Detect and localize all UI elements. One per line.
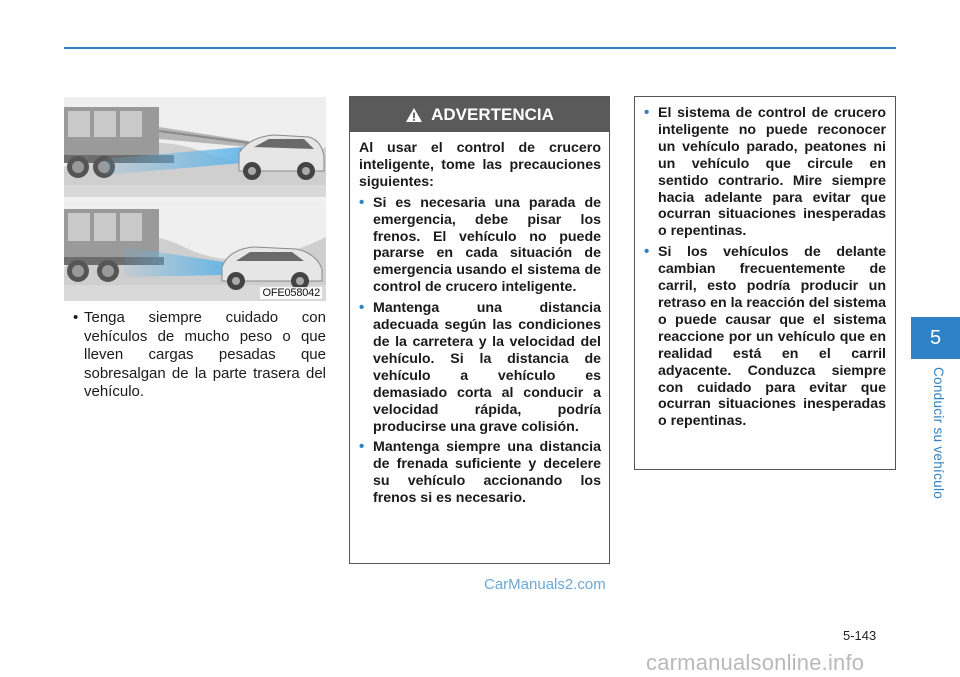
warning-body — [350, 132, 609, 507]
warning-box — [349, 96, 610, 564]
list-item — [64, 309, 326, 402]
bullet-text: Tenga siempre cuidado con vehículos de mucho peso o que lleven cargas pesadas que sobresalgan de la parte trasera del vehículo. — [84, 309, 326, 400]
bullet-symbol: • — [359, 438, 365, 456]
warning-list — [359, 195, 601, 507]
bullet-text: Si los vehículos de delante cambian frecuentemente de carril, esto podría producir un retraso en la reacción del sistema o puede causar que el sistema reaccione por un vehículo que en realidad está en el carril adyacente. Conduzca siempre con cuidado para evitar que ocurran situaciones inesperadas o repentinas. — [658, 244, 886, 430]
bullet-text: El sistema de control de crucero inteligente no puede reconocer un vehículo parado, peatones ni un vehículo que circule en sentido contrario. Mire siempre hacia adelante para evitar que ocurran situaciones inesperadas o repentinas. — [658, 105, 886, 240]
chapter-number-tab: 5 — [911, 317, 960, 359]
warning-title: ADVERTENCIA — [431, 104, 554, 124]
bullet-text: Si es necesaria una parada de emergencia, debe pisar los frenos. El vehículo no puede pararse en cada situación de emergencia usando el sistema de control de crucero inteligente. — [373, 194, 601, 296]
chapter-title: Conducir su vehículo — [931, 367, 946, 500]
figure-code: OFE058042 — [262, 287, 320, 299]
list-item — [359, 439, 601, 507]
watermark-bottom: carmanualsonline.info — [646, 650, 865, 675]
warning-header — [350, 97, 609, 132]
watermark-top: CarManuals2.com — [484, 576, 606, 593]
warning-triangle-icon — [405, 107, 423, 123]
bullet-symbol: • — [644, 104, 650, 121]
list-item — [359, 195, 601, 296]
caution-list — [644, 105, 886, 430]
bullet-text: Mantenga siempre una distancia de frenada suficiente y decelere su vehículo accionando los frenos si es necesario. — [373, 439, 601, 507]
list-item — [644, 244, 886, 430]
header-rule — [64, 47, 896, 49]
page-number: 5-143 — [843, 628, 877, 643]
bullet-symbol: • — [359, 193, 365, 211]
bullet-text: Mantenga una distancia adecuada según las condiciones de la carretera y la velocidad del vehículo. Si la distancia de vehículo a vehículo es demasiado corta al conducir a velocidad rápida, podría producirse una grave colisión. — [373, 300, 601, 435]
bullet-symbol: • — [73, 309, 79, 326]
truck-car-illustration — [64, 97, 326, 301]
list-item — [644, 105, 886, 240]
caution-box — [634, 96, 896, 470]
left-column — [64, 309, 326, 402]
bullet-symbol: • — [644, 243, 650, 261]
bullet-symbol: • — [359, 299, 365, 317]
list-item — [359, 300, 601, 435]
warning-intro: Al usar el control de crucero inteligente, tome las precauciones siguientes: — [359, 140, 601, 190]
illustration-truck-load — [64, 97, 326, 301]
